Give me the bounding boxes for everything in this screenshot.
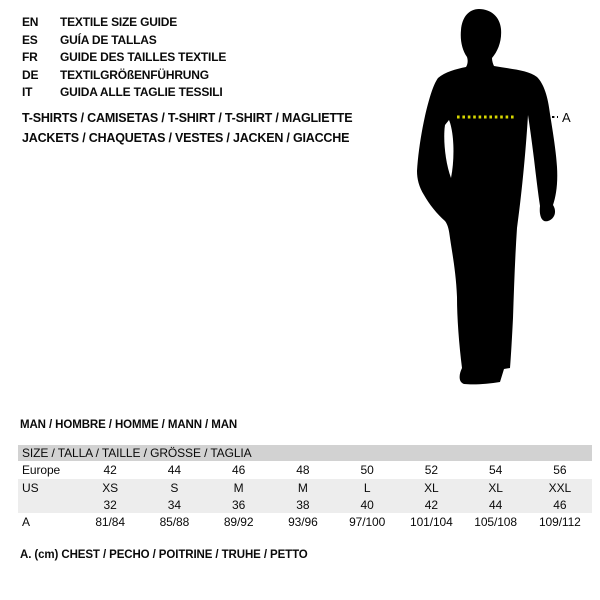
garment-categories: [22, 109, 352, 148]
language-row: [22, 67, 226, 85]
table-cell: 93/96: [288, 515, 318, 529]
table-cell: S: [170, 480, 179, 495]
row-label: Europe: [22, 463, 61, 477]
size-table-header: [18, 445, 592, 461]
table-cell: 38: [296, 497, 310, 512]
man-silhouette: [417, 9, 557, 384]
table-cell: 32: [103, 497, 117, 512]
table-cell: M: [233, 480, 244, 495]
table-cell: 44: [167, 463, 181, 477]
language-code: IT: [22, 85, 33, 99]
table-cell: 42: [103, 463, 117, 477]
table-cell: XL: [488, 480, 503, 495]
table-row-europe: [18, 461, 592, 479]
language-label: TEXTILE SIZE GUIDE: [60, 15, 178, 29]
language-code: FR: [22, 50, 38, 64]
category-jackets: JACKETS / CHAQUETAS / VESTES / JACKEN / GIACCHE: [22, 130, 350, 145]
table-cell: 54: [489, 463, 503, 477]
size-table-header-label: SIZE / TALLA / TAILLE / GRÖSSE / TAGLIA: [22, 446, 252, 460]
measure-label-a: A: [562, 110, 571, 125]
table-cell: XS: [102, 480, 119, 495]
table-cell: 46: [553, 497, 567, 512]
category-tshirts: T-SHIRTS / CAMISETAS / T-SHIRT / T-SHIRT / MAGLIETTE: [22, 111, 353, 125]
language-code: EN: [22, 15, 39, 29]
table-cell: 109/112: [538, 515, 581, 529]
table-cell: XXL: [548, 480, 572, 495]
language-list: [22, 14, 226, 102]
table-cell: 48: [296, 463, 310, 477]
language-row: [22, 49, 226, 67]
table-cell: XL: [424, 480, 439, 495]
table-cell: 105/108: [474, 515, 517, 529]
language-label: GUÍA DE TALLAS: [60, 32, 157, 47]
table-cell: L: [363, 480, 371, 495]
table-cell: 50: [360, 463, 374, 477]
table-cell: 40: [360, 497, 374, 512]
language-row: [22, 84, 226, 102]
table-cell: 97/100: [349, 515, 386, 529]
size-table: [18, 445, 592, 531]
language-code: ES: [22, 32, 38, 47]
measurement-footnote: A. (cm) CHEST / PECHO / POITRINE / TRUHE / PETTO: [20, 549, 308, 561]
language-label: GUIDE DES TAILLES TEXTILE: [60, 50, 227, 64]
table-cell: 36: [232, 497, 246, 512]
language-code: DE: [22, 67, 39, 82]
table-cell: 42: [424, 497, 438, 512]
language-row: [22, 14, 226, 32]
table-cell: M: [297, 480, 308, 495]
table-cell: 52: [424, 463, 438, 477]
table-cell: 85/88: [159, 515, 190, 529]
row-label: US: [22, 480, 39, 495]
table-row-us: [18, 479, 592, 496]
table-cell: 34: [167, 497, 181, 512]
table-row-numeric: [18, 496, 592, 513]
row-label: A: [22, 515, 30, 529]
language-label: TEXTILGRÖßENFÜHRUNG: [60, 67, 209, 82]
table-row-chest: [18, 513, 592, 531]
language-row: [22, 32, 226, 50]
section-title-man: MAN / HOMBRE / HOMME / MANN / MAN: [20, 419, 238, 431]
table-cell: 89/92: [223, 515, 254, 529]
table-cell: 46: [232, 463, 246, 477]
table-cell: 56: [553, 463, 567, 477]
table-cell: 44: [489, 497, 503, 512]
table-cell: 81/84: [95, 515, 125, 529]
language-label: GUIDA ALLE TAGLIE TESSILI: [60, 85, 223, 99]
table-cell: 101/104: [410, 515, 453, 529]
